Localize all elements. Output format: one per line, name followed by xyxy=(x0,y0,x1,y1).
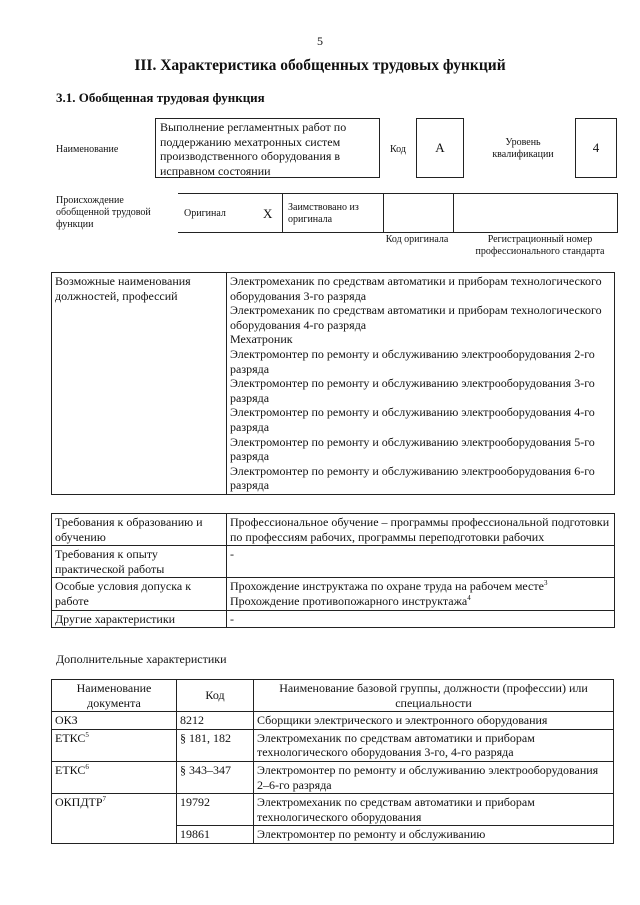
list-item: Электромеханик по средствам автоматики и приборам технологического оборудования 4-го разряда xyxy=(230,303,602,332)
conditions-value xyxy=(227,578,615,610)
additional-title: Дополнительные характеристики xyxy=(56,652,227,666)
code-label: Код xyxy=(390,144,406,155)
list-item: Электромонтер по ремонту и обслуживанию электрооборудования 4-го разряда xyxy=(230,405,595,434)
positions-list xyxy=(227,273,615,495)
positions-table xyxy=(51,272,615,495)
origin-label: Происхождение обобщенной трудовой функции xyxy=(56,195,151,230)
education-value: Профессиональное обучение – программы профессиональной подготовки по профессиям рабочих, программы переподготовки рабочих xyxy=(227,514,615,546)
table-row: ЕТКС$^6$ § 343–347 Электромонтер по ремонту и обслуживанию электрооборудования 2–6-го разряда xyxy=(52,761,614,793)
col-header-name: Наименование базовой группы, должности (профессии) или специальности xyxy=(254,680,614,712)
section-title: III. Характеристика обобщенных трудовых функций xyxy=(134,57,506,74)
other-label: Другие характеристики xyxy=(52,610,227,628)
col-header-code: Код xyxy=(177,680,254,712)
borrowed-label: Заимствовано из оригинала xyxy=(288,202,359,225)
conditions-label: Особые условия допуска к работе xyxy=(52,578,227,610)
experience-value: - xyxy=(227,546,615,578)
original-label: Оригинал xyxy=(184,208,226,219)
condition-1: Прохождение инструктажа по охране труда на рабочем месте xyxy=(230,579,544,594)
code-original-label: Код оригинала xyxy=(385,234,449,245)
other-value: - xyxy=(227,610,615,628)
additional-table xyxy=(51,679,614,844)
col-header-doc: Наименование документа xyxy=(52,680,177,712)
list-item: Электромонтер по ремонту и обслуживанию электрооборудования 3-го разряда xyxy=(230,376,595,405)
subsection-title: 3.1. Обобщенная трудовая функция xyxy=(56,90,265,105)
function-name-box: Выполнение регламентных работ по поддержанию мехатронных систем производственного оборудования в исправном состоянии xyxy=(155,118,380,178)
list-item: Электромонтер по ремонту и обслуживанию электрооборудования 5-го разряда xyxy=(230,434,595,464)
table-row: ОКПДТР$^7$ 19792 Электромеханик по средствам автоматики и приборам технологического оборудования xyxy=(52,794,614,826)
footnote-ref: 4 xyxy=(467,593,471,602)
page-number: 5 xyxy=(317,34,323,48)
positions-label: Возможные наименования должностей, профессий xyxy=(52,273,227,495)
level-value-box: 4 xyxy=(575,118,617,178)
condition-2: Прохождение противопожарного инструктажа xyxy=(230,593,468,608)
experience-label: Требования к опыту практической работы xyxy=(52,546,227,578)
list-item: Электромонтер по ремонту и обслуживанию электрооборудования 6-го разряда xyxy=(230,463,595,493)
table-row: ЕТКС$^5$ § 181, 182 Электромеханик по средствам автоматики и приборам технологического оборудования 3-го, 4-го разряда xyxy=(52,729,614,761)
name-label: Наименование xyxy=(56,144,119,155)
list-item: Мехатроник xyxy=(230,332,293,347)
education-label: Требования к образованию и обучению xyxy=(52,514,227,546)
table-row: ОКЗ 8212 Сборщики электрического и электронного оборудования xyxy=(52,712,614,730)
reg-number-label: Регистрационный номер профессионального стандарта xyxy=(475,234,605,257)
code-value-box: A xyxy=(416,118,464,178)
requirements-table xyxy=(51,513,615,628)
original-mark: X xyxy=(263,206,273,221)
level-label: Уровень квалификации xyxy=(492,137,554,160)
list-item: Электромеханик по средствам автоматики и приборам технологического оборудования 3-го разряда xyxy=(230,274,602,303)
footnote-ref: 3 xyxy=(543,579,548,588)
table-row: 19861 Электромонтер по ремонту и обслуживанию xyxy=(52,826,614,844)
list-item: Электромонтер по ремонту и обслуживанию электрооборудования 2-го разряда xyxy=(230,346,595,376)
origin-row xyxy=(178,193,618,233)
